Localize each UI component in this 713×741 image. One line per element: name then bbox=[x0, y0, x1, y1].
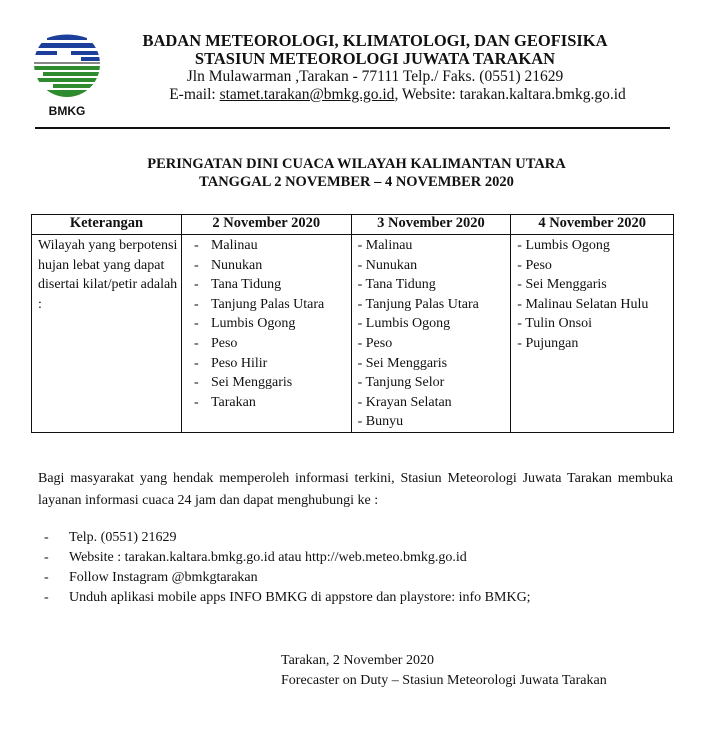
dash-bullet: - bbox=[517, 316, 526, 332]
area-name: Tulin Onsoi bbox=[525, 316, 593, 332]
signature-role: Forecaster on Duty – Stasiun Meteorologi Juwata Tarakan bbox=[281, 673, 607, 688]
list-item bbox=[511, 314, 673, 334]
area-name: Malinau bbox=[210, 238, 258, 253]
station-name: STASIUN METEOROLOGI JUWATA TARAKAN bbox=[194, 49, 556, 68]
area-name: Sei Menggaris bbox=[210, 375, 293, 391]
header-day-3: 4 November 2020 bbox=[511, 215, 674, 235]
list-item bbox=[182, 393, 351, 413]
area-name: Lumbis Ogong bbox=[525, 238, 610, 253]
area-name: Sei Menggaris bbox=[365, 355, 448, 371]
letterhead bbox=[110, 32, 640, 104]
area-name: Sei Menggaris bbox=[525, 277, 607, 293]
list-item bbox=[511, 236, 673, 256]
email-link[interactable]: stamet.tarakan@bmkg.go.id bbox=[219, 86, 395, 103]
title-line-1: PERINGATAN DINI CUACA WILAYAH KALIMANTAN UTARA bbox=[147, 156, 566, 172]
logo-text: BMKG bbox=[48, 104, 86, 118]
list-item bbox=[511, 295, 673, 315]
area-name: Nunukan bbox=[210, 257, 263, 273]
list-item bbox=[182, 236, 351, 256]
signature-block bbox=[281, 651, 607, 691]
area-name: Nunukan bbox=[365, 257, 418, 273]
header-keterangan: Keterangan bbox=[32, 215, 182, 235]
area-list-day-2 bbox=[352, 236, 511, 432]
area-name: Peso Hilir bbox=[210, 355, 268, 371]
contact-line bbox=[155, 86, 640, 104]
header-divider bbox=[35, 127, 670, 129]
description-cell: Wilayah yang berpotensi hujan lebat yang dapat disertai kilat/petir adalah : bbox=[38, 238, 178, 312]
list-item bbox=[511, 334, 673, 354]
dash-bullet: - bbox=[193, 335, 199, 351]
dash-bullet: - bbox=[193, 394, 199, 410]
area-name: Peso bbox=[525, 257, 552, 273]
table-header-row bbox=[32, 215, 674, 235]
header-day-1: 2 November 2020 bbox=[181, 215, 351, 235]
dash-bullet: - bbox=[357, 296, 366, 312]
area-name: Lumbis Ogong bbox=[210, 316, 296, 332]
area-name: Peso bbox=[365, 335, 393, 351]
dash-bullet: - bbox=[357, 414, 366, 430]
list-item bbox=[182, 314, 351, 334]
header-day-2: 3 November 2020 bbox=[351, 215, 511, 235]
list-item bbox=[352, 295, 511, 315]
dash-bullet: - bbox=[357, 394, 366, 410]
warning-table bbox=[31, 214, 674, 433]
list-item bbox=[352, 354, 511, 374]
list-item bbox=[182, 354, 351, 374]
contact-website: - Website : tarakan.kaltara.bmkg.go.id atau http://web.meteo.bmkg.go.id bbox=[44, 550, 467, 565]
document-title bbox=[0, 155, 713, 191]
dash-bullet: - bbox=[517, 335, 526, 351]
agency-name: BADAN METEOROLOGI, KLIMATOLOGI, DAN GEOFISIKA bbox=[142, 31, 608, 50]
list-item bbox=[182, 373, 351, 393]
list-item bbox=[182, 334, 351, 354]
dash-bullet: - bbox=[517, 238, 526, 253]
contact-instagram: - Follow Instagram @bmkgtarakan bbox=[44, 570, 258, 585]
list-item bbox=[352, 236, 511, 256]
dash-bullet: - bbox=[517, 296, 526, 312]
table-row bbox=[32, 235, 674, 433]
area-name: Krayan Selatan bbox=[365, 394, 452, 410]
dash-bullet: - bbox=[517, 277, 526, 293]
area-name: Pujungan bbox=[525, 335, 579, 351]
dash-bullet: - bbox=[193, 375, 199, 391]
area-list-day-3 bbox=[511, 236, 673, 354]
email-label: E-mail: bbox=[169, 86, 220, 103]
address: Jln Mulawarman ,Tarakan - 77111 Telp./ Faks. (0551) 21629 bbox=[186, 68, 564, 85]
dash-bullet: - bbox=[193, 277, 199, 293]
area-name: Tanjung Palas Utara bbox=[210, 296, 325, 312]
area-name: Tana Tidung bbox=[365, 277, 436, 293]
dash-bullet: - bbox=[193, 355, 199, 371]
list-item bbox=[352, 334, 511, 354]
area-name: Malinau bbox=[365, 238, 413, 253]
list-item bbox=[352, 393, 511, 413]
list-item bbox=[352, 412, 511, 432]
dash-bullet: - bbox=[357, 355, 366, 371]
bmkg-logo-icon bbox=[33, 30, 101, 98]
info-paragraph: Bagi masyarakat yang hendak memperoleh informasi terkini, Stasiun Meteorologi Juwata Tarakan membuka layanan informasi cuaca 24 jam dan dapat menghubungi ke : bbox=[38, 471, 673, 508]
list-item bbox=[511, 275, 673, 295]
area-list-day-1 bbox=[182, 236, 351, 412]
signature-place-date: Tarakan, 2 November 2020 bbox=[281, 653, 434, 668]
area-name: Tanjung Palas Utara bbox=[365, 296, 479, 312]
area-name: Lumbis Ogong bbox=[365, 316, 451, 332]
dash-bullet: - bbox=[517, 257, 526, 273]
dash-bullet: - bbox=[357, 238, 366, 253]
website-text: , Website: tarakan.kaltara.bmkg.go.id bbox=[394, 86, 626, 103]
title-line-2: TANGGAL 2 NOVEMBER – 4 NOVEMBER 2020 bbox=[199, 174, 514, 190]
dash-bullet: - bbox=[357, 316, 366, 332]
dash-bullet: - bbox=[193, 296, 199, 312]
dash-bullet: - bbox=[357, 335, 366, 351]
list-item bbox=[352, 373, 511, 393]
area-name: Bunyu bbox=[365, 414, 404, 430]
dash-bullet: - bbox=[357, 277, 366, 293]
dash-bullet: - bbox=[193, 257, 199, 273]
dash-bullet: - bbox=[357, 257, 366, 273]
area-name: Tarakan bbox=[210, 394, 256, 410]
list-item bbox=[352, 275, 511, 295]
list-item bbox=[352, 256, 511, 276]
dash-bullet: - bbox=[357, 375, 366, 391]
dash-bullet: - bbox=[193, 238, 199, 253]
area-name: Tanjung Selor bbox=[365, 375, 445, 391]
bmkg-logo bbox=[33, 30, 101, 120]
list-item bbox=[182, 275, 351, 295]
area-name: Peso bbox=[210, 335, 238, 351]
list-item bbox=[352, 314, 511, 334]
list-item bbox=[182, 295, 351, 315]
area-name: Malinau Selatan Hulu bbox=[525, 296, 649, 312]
dash-bullet: - bbox=[193, 316, 199, 332]
contact-list bbox=[44, 528, 531, 608]
area-name: Tana Tidung bbox=[210, 277, 282, 293]
contact-phone: - Telp. (0551) 21629 bbox=[44, 530, 177, 545]
contact-app: - Unduh aplikasi mobile apps INFO BMKG di appstore dan playstore: info BMKG; bbox=[44, 590, 531, 605]
list-item bbox=[182, 256, 351, 276]
list-item bbox=[511, 256, 673, 276]
